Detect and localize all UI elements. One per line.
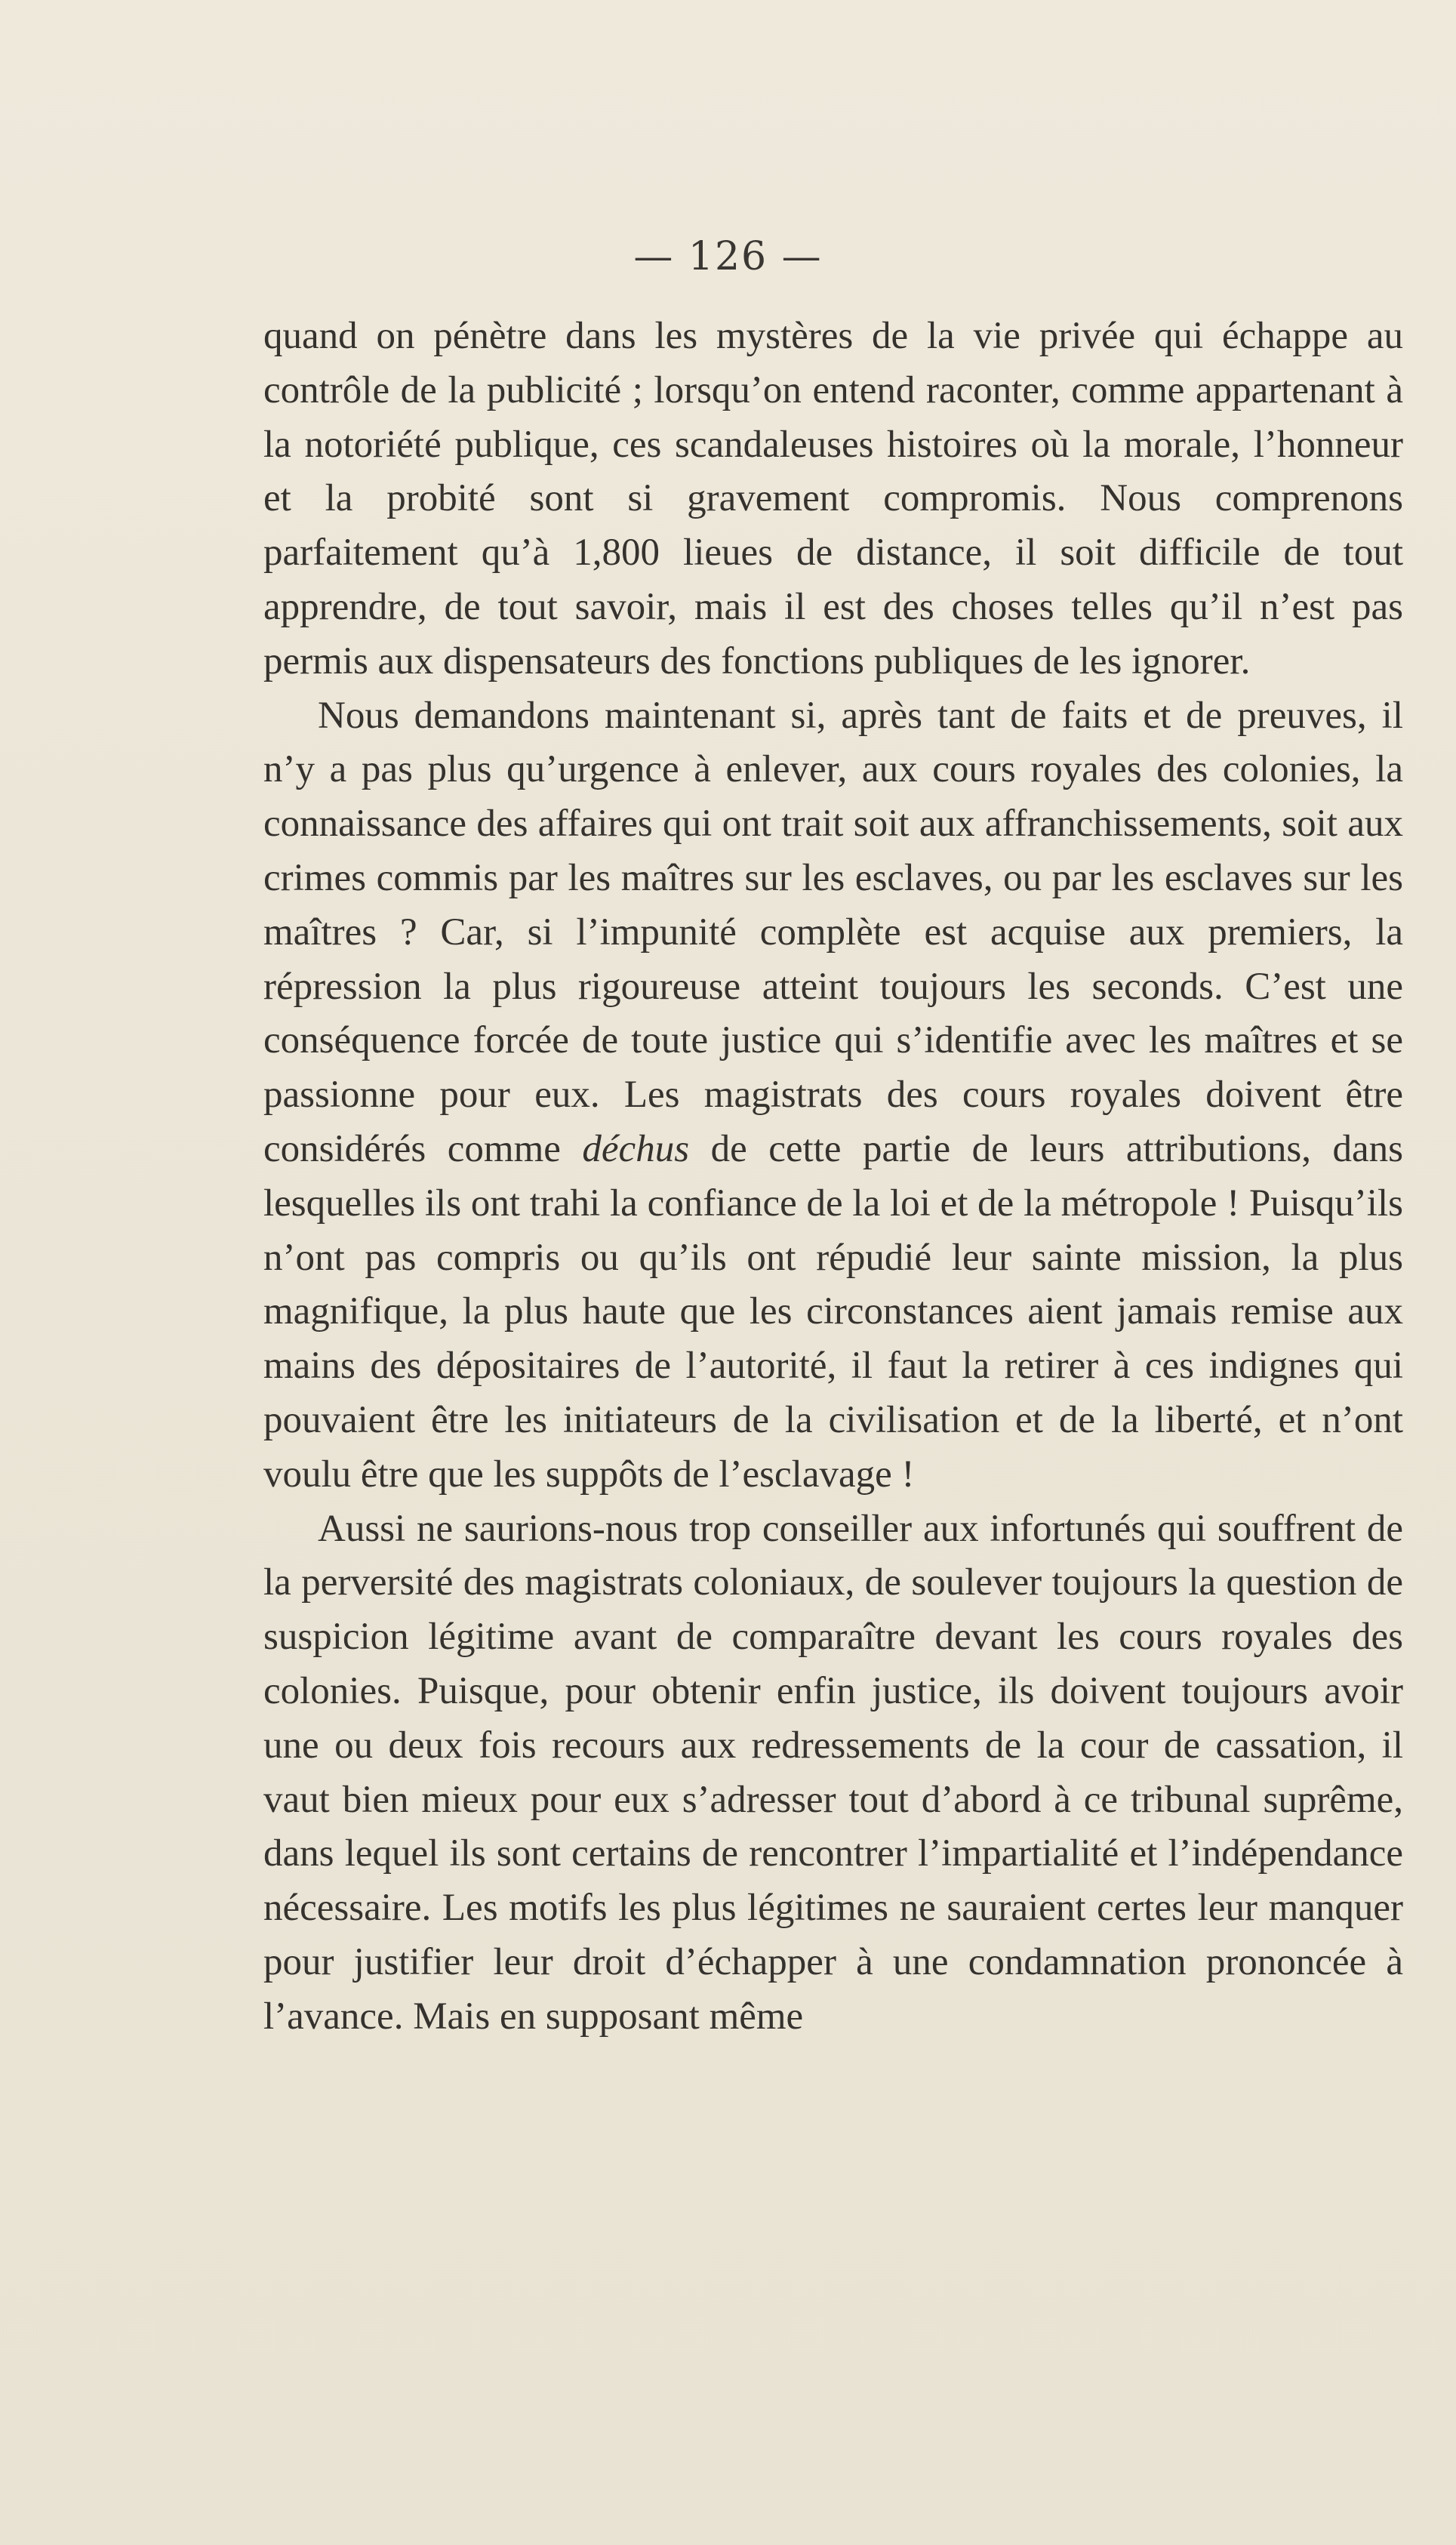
paragraph-3-text: Aussi ne saurions-nous trop conseiller aux infortunés qui souffrent de la perversité des magistrats coloniaux, de soulever toujours la question de suspicion légitime avant de comparaître devant les cours royales des colonies. Puisque, pour obtenir enfin justice, ils doivent toujours avoir une ou deux fois recours aux redressements de la cour de cassation, il vaut bien mieux pour eux s’adresser tout d’abord à ce tribunal suprême, dans lequel ils sont certains de rencontrer l’impartialité et l’indépendance nécessaire. Les motifs les plus légitimes ne sauraient certes leur manquer pour justifier leur droit d’échapper à une condamnation prononcée à l’avance. Mais en supposant même [263, 1507, 1403, 2038]
page-number: — 126 — [633, 234, 823, 279]
paragraph-1-text: quand on pénètre dans les mystères de la vie privée qui échappe au contrôle de la publicité ; lorsqu’on entend raconter, comme appartenant à la notoriété publique, ces scandaleuses histoires où la morale, l’honneur et la probité sont si gravement compromis. Nous comprenons parfaitement qu’à 1,800 lieues de distance, il soit difficile de tout apprendre, de tout savoir, mais il est des choses telles qu’il n’est pas permis aux dispensateurs des fonctions publiques de les ignorer. [263, 315, 1403, 682]
paragraph-2-text-start: Nous demandons maintenant si, après tant de faits et de preuves, il n’y a pas plus qu’urgence à enlever, aux cours royales des colonies, la connaissance des affaires qui ont trait soit aux affranchissements, soit aux crimes commis par les maîtres sur les esclaves, ou par les esclaves sur les maîtres ? Car, si l’impunité complète est acquise aux premiers, la répression la plus rigoureuse atteint toujours les seconds. C’est une conséquence forcée de toute justice qui s’identifie avec les maîtres et se passionne pour eux. Les magistrats des cours royales doivent être considérés comme [263, 694, 1403, 1170]
body-text [263, 310, 1403, 2044]
paragraph-3 [263, 1502, 1403, 2044]
emphasis-dechus: déchus [582, 1127, 690, 1170]
paragraph-2 [263, 689, 1403, 1502]
paragraph-2-text-end: de cette partie de leurs attributions, dans lesquelles ils ont trahi la confiance de la loi et de la métropole ! Puisqu’ils n’ont pas compris ou qu’ils ont répudié leur sainte mission, la plus magnifique, la plus haute que les circonstances aient jamais remise aux mains des dépositaires de l’autorité, il faut la retirer à ces indignes qui pouvaient être les initiateurs de la civilisation et de la liberté, et n’ont voulu être que les suppôts de l’esclavage ! [263, 1127, 1403, 1496]
paragraph-1 [263, 310, 1403, 689]
